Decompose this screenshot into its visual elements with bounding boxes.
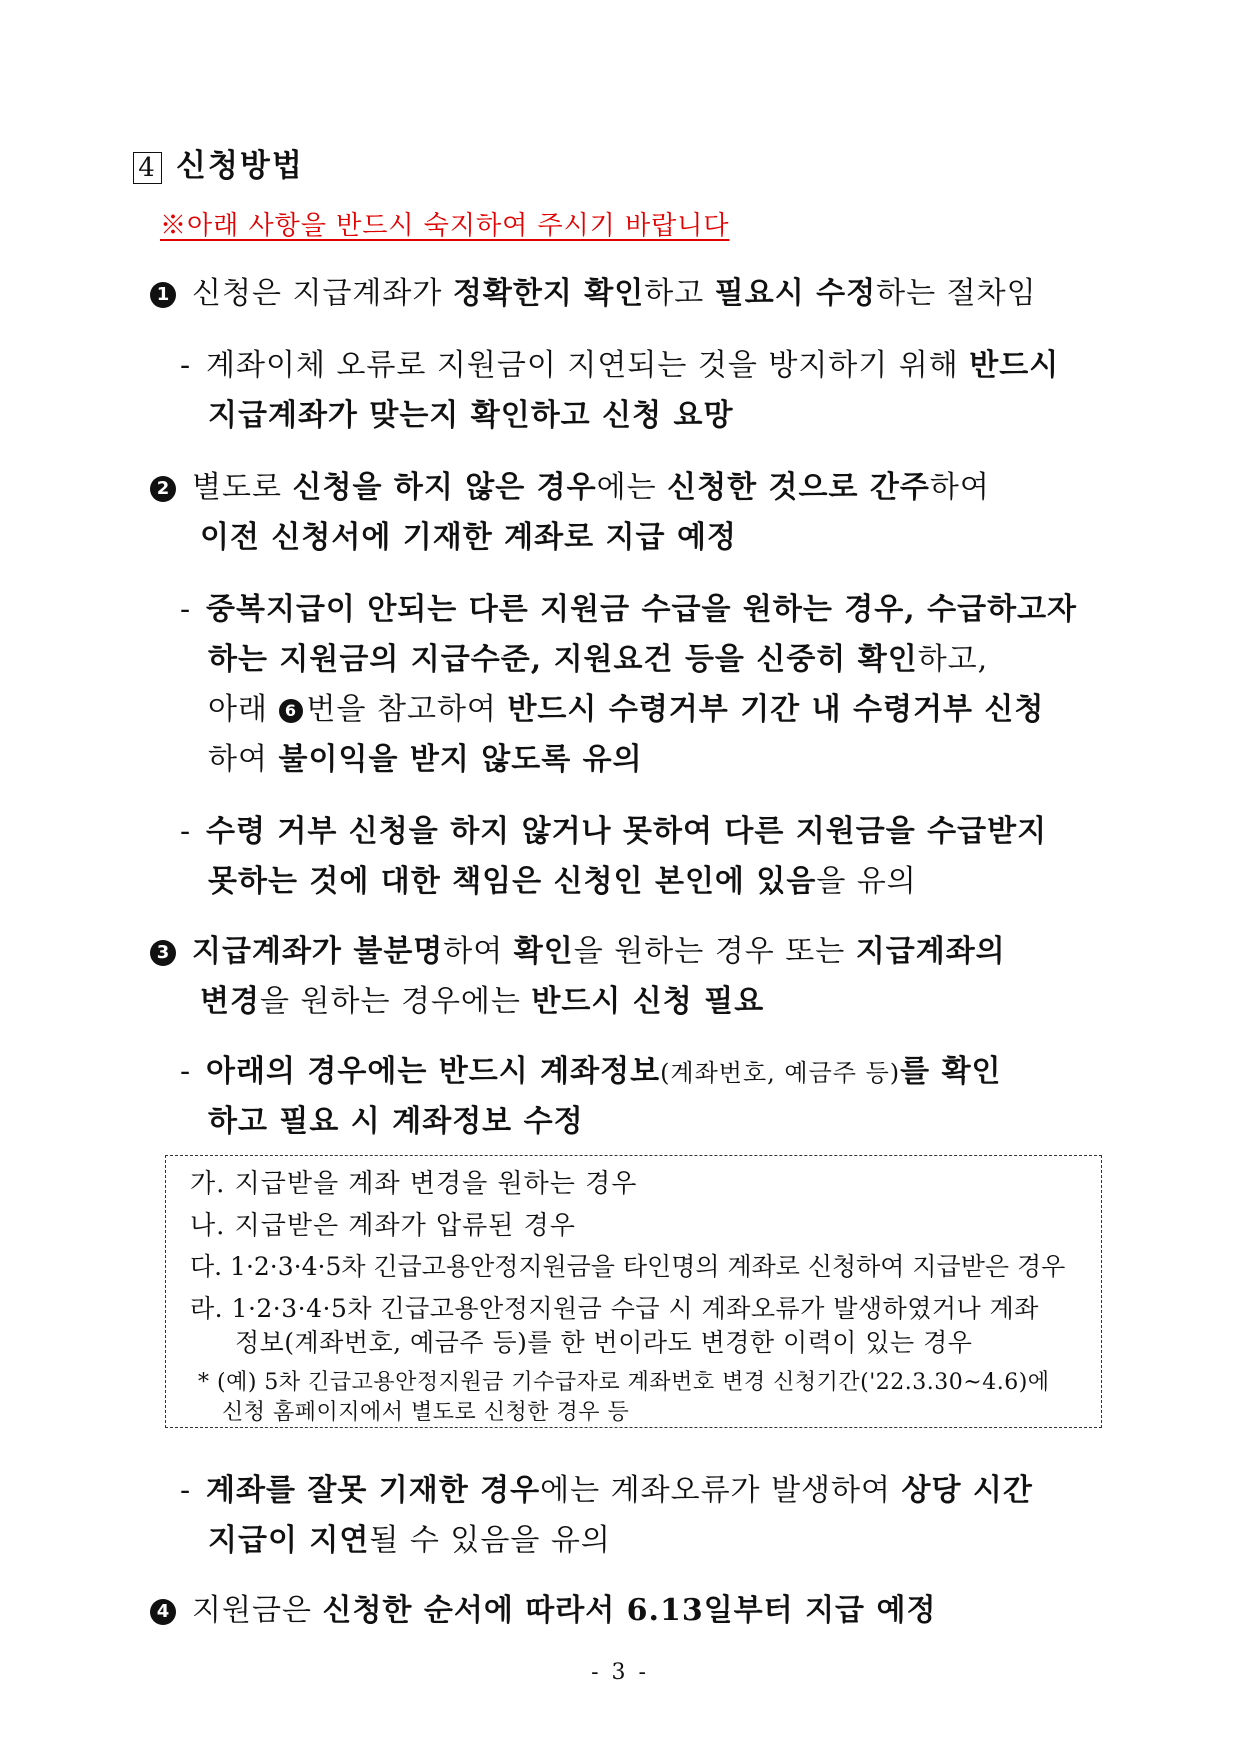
- section-number: 4: [133, 152, 162, 184]
- text: 못하는 것에 대한 책임은 신청인 본인에 있음: [208, 864, 817, 899]
- text: 지원금은: [192, 1593, 323, 1628]
- text: 지급계좌가 불분명: [192, 934, 444, 969]
- item-1: [150, 268, 1037, 312]
- text: 하여: [443, 934, 514, 969]
- text: (계좌번호, 예금주 등): [660, 1059, 901, 1087]
- text: 을 원하는 경우에는: [259, 984, 532, 1019]
- after-box-note-line2: [208, 1515, 611, 1559]
- text: 을 원하는 경우 또는: [573, 934, 856, 969]
- item-2-line2: 이전 신청서에 기재한 계좌로 지급 예정: [200, 520, 737, 555]
- box-line-2: 나. 지급받은 계좌가 압류된 경우: [190, 1211, 576, 1241]
- text: 신청한 것으로 간주: [667, 470, 930, 505]
- item-2-sub-2-line2: [208, 856, 917, 900]
- text: 계좌이체 오류로 지원금이 지연되는 것을 방지하기 위해: [206, 348, 970, 383]
- number-2-icon: 2: [150, 476, 176, 502]
- text: 신청은 지급계좌가: [192, 276, 453, 311]
- item-2-sub-1-line2: [208, 634, 988, 678]
- section-title-text: 신청방법: [176, 148, 304, 184]
- text: 신청한 순서에 따라서 6.13일부터 지급 예정: [322, 1593, 937, 1628]
- text: 변경: [200, 984, 260, 1019]
- text: 에는: [596, 470, 668, 505]
- text: 계좌를 잘못 기재한 경우: [206, 1473, 541, 1508]
- text: 신청을 하지 않은 경우: [292, 470, 597, 505]
- text: 아래의 경우에는 반드시 계좌정보: [206, 1054, 661, 1089]
- number-3-icon: 3: [150, 940, 176, 966]
- text: 하고,: [917, 642, 989, 677]
- item-2-sub-1: - 중복지급이 안되는 다른 지원금 수급을 원하는 경우, 수급하고자: [180, 592, 1078, 627]
- box-line-5: 정보(계좌번호, 예금주 등)를 한 번이라도 변경한 이력이 있는 경우: [235, 1328, 973, 1357]
- text: 반드시 신청 필요: [531, 984, 765, 1019]
- text: 반드시 수령거부 기간 내 수령거부 신청: [507, 692, 1045, 727]
- number-6-icon: 6: [279, 699, 303, 723]
- item-4: [150, 1585, 936, 1629]
- item-2: [150, 462, 990, 506]
- item-3: [150, 926, 1006, 970]
- text: 확인: [513, 934, 574, 969]
- text: 번을 참고하여: [306, 692, 508, 727]
- text: 정확한지 확인: [452, 276, 645, 311]
- number-4-icon: 4: [150, 1599, 176, 1625]
- box-line-1: 가. 지급받을 계좌 변경을 원하는 경우: [190, 1169, 638, 1199]
- text: 상당 시간: [901, 1473, 1033, 1508]
- after-box-note: - 계좌를 잘못 기재한 경우에는 계좌오류가 발생하여 상당 시간: [180, 1473, 1033, 1508]
- text: 에는 계좌오류가 발생하여: [540, 1473, 902, 1508]
- text: 반드시: [969, 348, 1060, 383]
- page-number: - 3 -: [591, 1660, 649, 1685]
- text: 하여: [929, 470, 990, 505]
- section-title: [133, 140, 304, 185]
- text: 를 확인: [900, 1054, 1002, 1089]
- text: 하는 절차임: [876, 276, 1037, 311]
- text: 지급이 지연: [208, 1523, 370, 1558]
- text: 필요시 수정: [714, 276, 877, 311]
- text: 을 유의: [816, 864, 917, 899]
- box-line-4: 라. 1·2·3·4·5차 긴급고용안정지원금 수급 시 계좌오류가 발생하였거나 계좌: [190, 1294, 1039, 1323]
- text: 수령 거부 신청을 하지 않거나 못하여 다른 지원금을 수급받지: [206, 814, 1048, 849]
- item-1-sub: - 계좌이체 오류로 지원금이 지연되는 것을 방지하기 위해 반드시: [180, 348, 1060, 383]
- text: 하고: [644, 276, 715, 311]
- number-1-icon: 1: [150, 282, 176, 308]
- item-2-sub-1-line4: [208, 734, 643, 778]
- text: 별도로: [192, 470, 293, 505]
- box-footnote-2: 신청 홈페이지에서 별도로 신청한 경우 등: [222, 1400, 630, 1425]
- text: 아래: [208, 692, 279, 727]
- item-3-line2: [200, 976, 764, 1020]
- text: 될 수 있음을 유의: [369, 1523, 611, 1558]
- text: 지급계좌의: [855, 934, 1006, 969]
- text: 불이익을 받지 않도록 유의: [278, 742, 643, 777]
- item-3-sub: - 아래의 경우에는 반드시 계좌정보(계좌번호, 예금주 등)를 확인: [180, 1054, 1002, 1089]
- text: 하는 지원금의 지급수준, 지원요건 등을 신중히 확인: [208, 642, 918, 677]
- notice-text: ※아래 사항을 반드시 숙지하여 주시기 바랍니다: [160, 211, 730, 241]
- item-2-sub-1-line3: [208, 684, 1044, 728]
- item-3-sub-line2: 하고 필요 시 계좌정보 수정: [208, 1104, 584, 1139]
- box-line-3: 다. 1·2·3·4·5차 긴급고용안정지원금을 타인명의 계좌로 신청하여 지급받은 경우: [190, 1252, 1066, 1281]
- box-footnote-1: * (예) 5차 긴급고용안정지원금 기수급자로 계좌번호 변경 신청기간('22.3.30~4.6)에: [198, 1370, 1050, 1395]
- item-1-sub-line2: 지급계좌가 맞는지 확인하고 신청 요망: [208, 398, 734, 433]
- text: 하여: [208, 742, 279, 777]
- item-2-sub-2: - 수령 거부 신청을 하지 않거나 못하여 다른 지원금을 수급받지: [180, 814, 1048, 849]
- text: 중복지급이 안되는 다른 지원금 수급을 원하는 경우, 수급하고자: [206, 592, 1078, 627]
